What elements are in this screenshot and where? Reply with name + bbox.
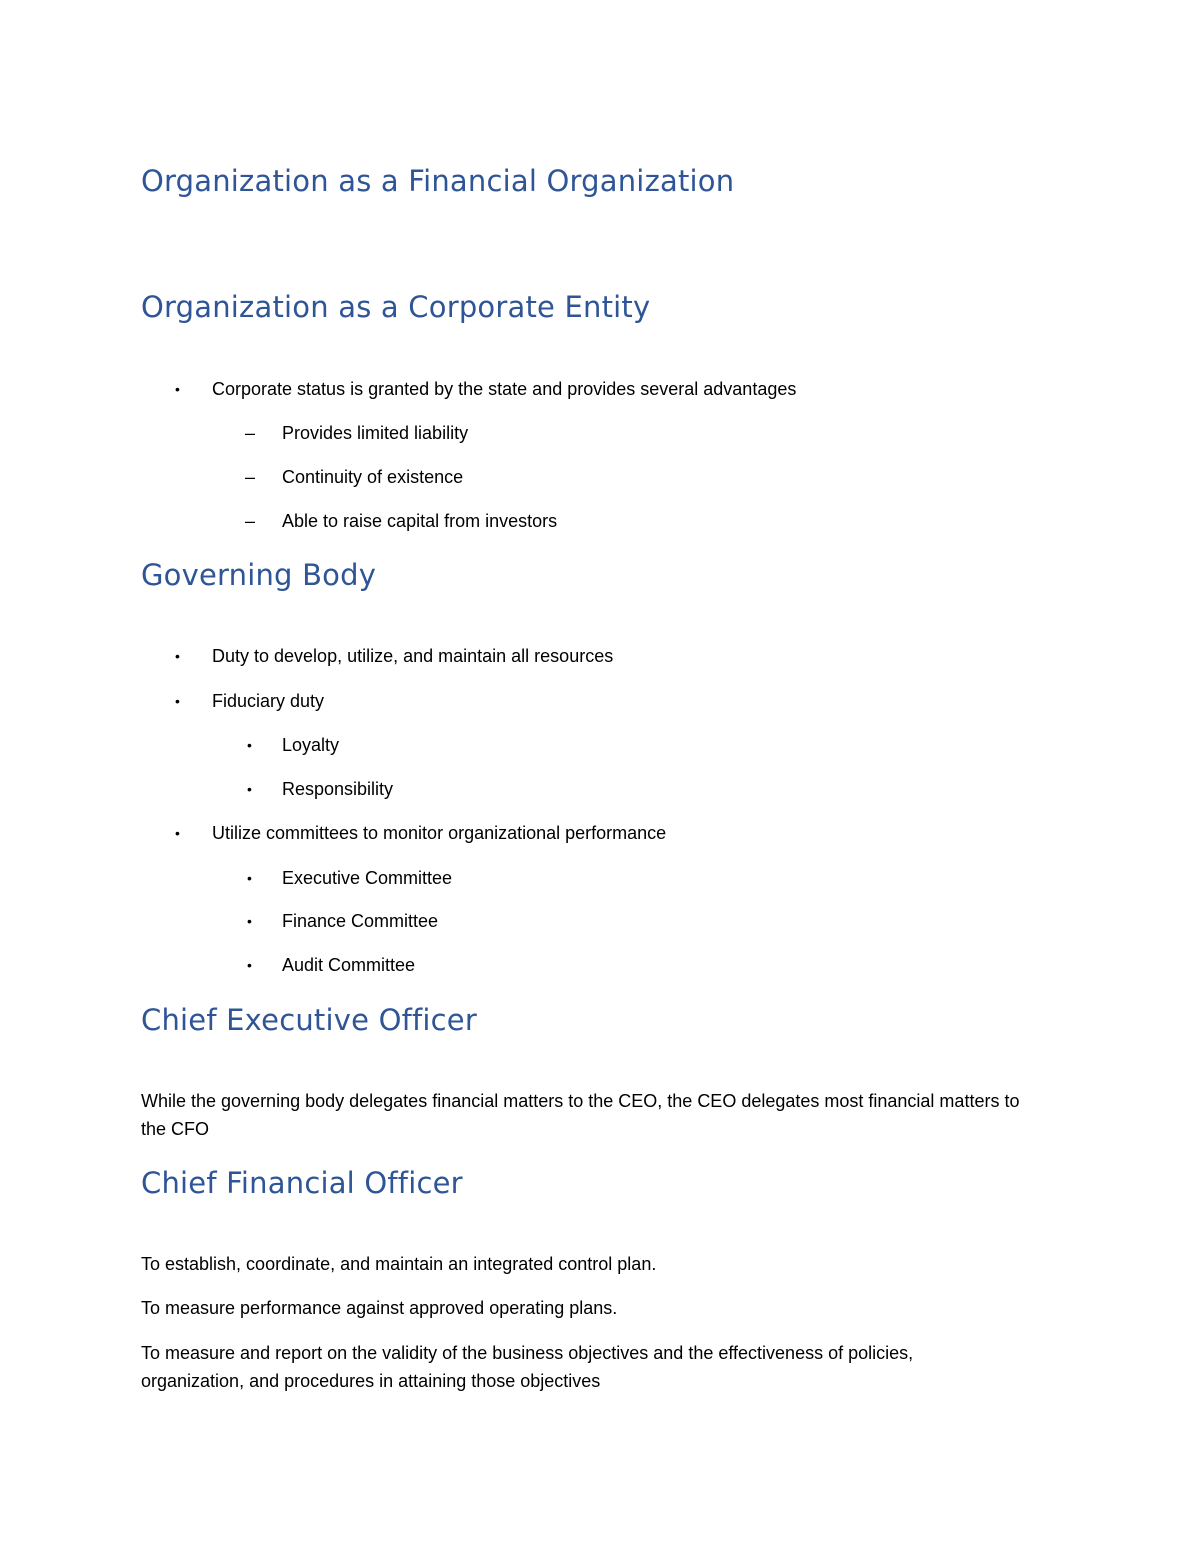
bullet-icon: • [247, 957, 252, 973]
heading-cfo: Chief Financial Officer [141, 1166, 463, 1200]
list-item: Continuity of existence [282, 467, 464, 487]
bullet-icon: • [175, 825, 180, 841]
heading-corporate-entity: Organization as a Corporate Entity [141, 290, 651, 324]
list-item: Finance Committee [282, 911, 439, 931]
list-item: Utilize committees to monitor organizational performance [212, 823, 667, 843]
bullet-icon: • [175, 381, 180, 397]
list-item: Loyalty [282, 735, 340, 755]
dash-icon: – [245, 423, 256, 443]
bullet-icon: • [247, 781, 252, 797]
list-item: Duty to develop, utilize, and maintain all resources [212, 646, 614, 666]
ceo-paragraph: While the governing body delegates financial matters to the CEO, the CEO delegates most financial matters to the CFO [141, 1091, 1020, 1139]
heading-ceo: Chief Executive Officer [141, 1003, 477, 1037]
dash-icon: – [245, 467, 256, 487]
heading-governing-body: Governing Body [141, 558, 377, 592]
cfo-paragraph: To measure performance against approved operating plans. [141, 1298, 618, 1318]
list-item: Corporate status is granted by the state and provides several advantages [212, 379, 797, 399]
list-item: Responsibility [282, 779, 394, 799]
list-item: Executive Committee [282, 868, 453, 888]
bullet-icon: • [247, 870, 252, 886]
list-item: Provides limited liability [282, 423, 469, 443]
list-item: Audit Committee [282, 955, 416, 975]
bullet-icon: • [175, 648, 180, 664]
dash-icon: – [245, 511, 256, 531]
list-item: Fiduciary duty [212, 691, 325, 711]
bullet-icon: • [247, 913, 252, 929]
bullet-icon: • [247, 737, 252, 753]
cfo-paragraph: To establish, coordinate, and maintain an integrated control plan. [141, 1254, 657, 1274]
list-item: Able to raise capital from investors [282, 511, 558, 531]
document-title: Organization as a Financial Organization [141, 164, 735, 198]
bullet-icon: • [175, 693, 180, 709]
cfo-paragraph: To measure and report on the validity of the business objectives and the effectiveness of policies, organization, and procedures in attaining those objectives [141, 1343, 914, 1391]
